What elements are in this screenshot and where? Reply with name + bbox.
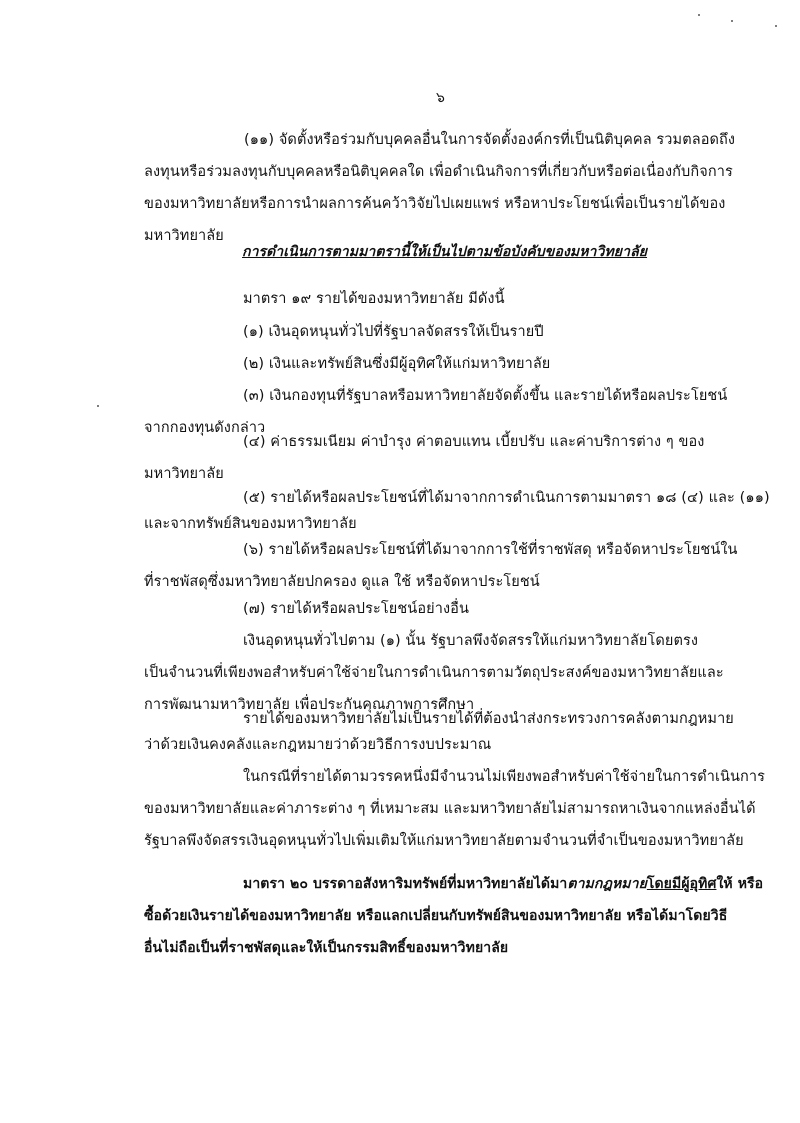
section-19-item-1: (๑) เงินอุดหนุนทั่วไปที่รัฐบาลจัดสรรให้เป็นรายปี bbox=[243, 324, 544, 340]
scan-speck bbox=[698, 14, 700, 16]
page-number: ๖ bbox=[436, 90, 445, 106]
paragraph-line: ลงทุนหรือร่วมลงทุนกับบุคคลหรือนิติบุคคลใด เพื่อดำเนินกิจการที่เกี่ยวกับหรือต่อเนื่องกับกิจการ bbox=[144, 164, 733, 180]
section-20-line-2: ซื้อด้วยเงินรายได้ของมหาวิทยาลัย หรือแลกเปลี่ยนกับทรัพย์สินของมหาวิทยาลัย หรือได้มาโดยวิธี bbox=[144, 908, 728, 924]
section-19-item-6: (๖) รายได้หรือผลประโยชน์ที่ได้มาจากการใช้ที่ราชพัสดุ หรือจัดหาประโยชน์ใน bbox=[243, 542, 738, 558]
section-19-item-3-cont: จากกองทุนดังกล่าว bbox=[144, 420, 266, 436]
section-20-handwritten: กฎหมาย bbox=[593, 876, 647, 892]
section-19-item-5: (๕) รายได้หรือผลประโยชน์ที่ได้มาจากการดำเนินการตามมาตรา ๑๘ (๔) และ (๑๑) bbox=[243, 490, 770, 506]
section-20-text: ให้ หรือ bbox=[716, 876, 764, 892]
section-19-item-6-cont: ที่ราชพัสดุซึ่งมหาวิทยาลัยปกครอง ดูแล ใช้ หรือจัดหาประโยชน์ bbox=[144, 574, 540, 590]
section-19-title: มาตรา ๑๙ รายได้ของมหาวิทยาลัย มีดังนี้ bbox=[243, 291, 505, 307]
paragraph-line: ว่าด้วยเงินคงคลังและกฎหมายว่าด้วยวิธีการงบประมาณ bbox=[144, 737, 492, 753]
section-20-text: มาตรา ๒๐ บรรดาอสังหาริมทรัพย์ที่มหาวิทยาลัยได้มา bbox=[243, 876, 568, 892]
paragraph-line: ในกรณีที่รายได้ตามวรรคหนึ่งมีจำนวนไม่เพียงพอสำหรับค่าใช้จ่ายในการดำเนินการ bbox=[243, 769, 766, 785]
scan-speck bbox=[731, 20, 733, 22]
paragraph-line: รายได้ของมหาวิทยาลัยไม่เป็นรายได้ที่ต้องนำส่งกระทรวงการคลังตามกฎหมาย bbox=[243, 711, 734, 727]
section-19-item-7: (๗) รายได้หรือผลประโยชน์อย่างอื่น bbox=[243, 601, 469, 617]
section-20-line-1 bbox=[243, 873, 763, 895]
paragraph-line: ของมหาวิทยาลัยและค่าภาระต่าง ๆ ที่เหมาะสม และมหาวิทยาลัยไม่สามารถหาเงินจากแหล่งอื่นได้ bbox=[144, 801, 756, 817]
scan-speck bbox=[97, 405, 99, 407]
section-20-underlined: โดยมีผู้อุทิศ bbox=[646, 876, 717, 892]
section-19-item-5-cont: และจากทรัพย์สินของมหาวิทยาลัย bbox=[144, 516, 357, 532]
note-heading: การดำเนินการตามมาตรานี้ให้เป็นไปตามข้อบังคับของมหาวิทยาลัย bbox=[242, 244, 648, 260]
section-20-handwritten: ตาม bbox=[567, 876, 594, 892]
section-19-item-2: (๒) เงินและทรัพย์สินซึ่งมีผู้อุทิศให้แก่มหาวิทยาลัย bbox=[243, 356, 551, 372]
section-20-line-3: อื่นไม่ถือเป็นที่ราชพัสดุและให้เป็นกรรมสิทธิ์ของมหาวิทยาลัย bbox=[144, 940, 509, 956]
paragraph-line: รัฐบาลพึงจัดสรรเงินอุดหนุนทั่วไปเพิ่มเติมให้แก่มหาวิทยาลัยตามจำนวนที่จำเป็นของมหาวิทยาลัย bbox=[144, 833, 744, 849]
paragraph-line: ของมหาวิทยาลัยหรือการนำผลการค้นคว้าวิจัยไปเผยแพร่ หรือหาประโยชน์เพื่อเป็นรายได้ของ bbox=[144, 196, 726, 212]
paragraph-line: เป็นจำนวนที่เพียงพอสำหรับค่าใช้จ่ายในการดำเนินการตามวัตถุประสงค์ของมหาวิทยาลัยและ bbox=[144, 665, 724, 681]
section-19-item-3: (๓) เงินกองทุนที่รัฐบาลหรือมหาวิทยาลัยจัดตั้งขึ้น และรายได้หรือผลประโยชน์ bbox=[243, 388, 728, 404]
paragraph-line: การพัฒนามหาวิทยาลัย เพื่อประกันคุณภาพการศึกษา bbox=[144, 697, 475, 713]
paragraph-line: (๑๑) จัดตั้งหรือร่วมกับบุคคลอื่นในการจัดตั้งองค์กรที่เป็นนิติบุคคล รวมตลอดถึง bbox=[244, 132, 736, 148]
paragraph-line: มหาวิทยาลัย bbox=[144, 228, 224, 244]
section-19-item-4-cont: มหาวิทยาลัย bbox=[144, 466, 224, 482]
scan-speck bbox=[775, 25, 777, 27]
section-19-item-4: (๔) ค่าธรรมเนียม ค่าบำรุง ค่าตอบแทน เบี้ยปรับ และค่าบริการต่าง ๆ ของ bbox=[243, 434, 705, 450]
paragraph-line: เงินอุดหนุนทั่วไปตาม (๑) นั้น รัฐบาลพึงจัดสรรให้แก่มหาวิทยาลัยโดยตรง bbox=[243, 633, 699, 649]
